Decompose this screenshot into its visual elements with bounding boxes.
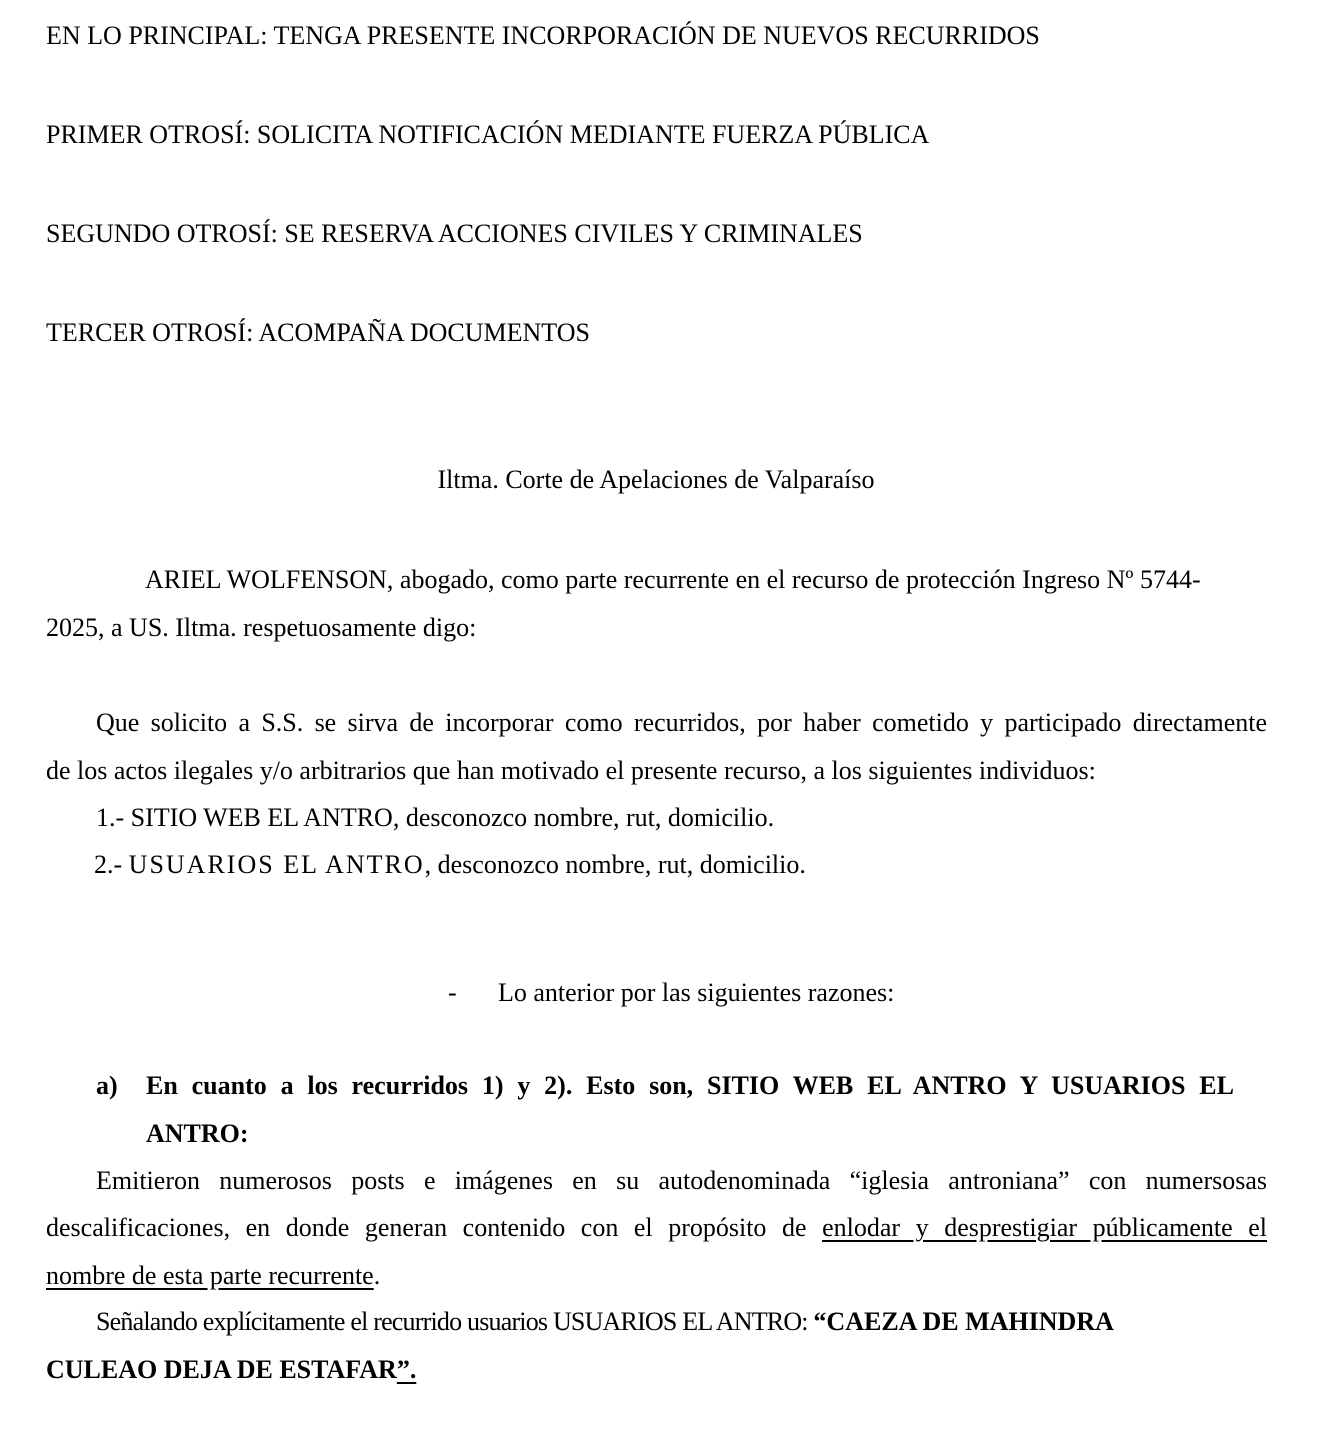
section-a-heading-line-1: En cuanto a los recurridos 1) y 2). Esto son, SITIO WEB EL ANTRO Y USUARIOS EL: [146, 1071, 1234, 1100]
section-a-para2-line-2: [46, 1346, 416, 1393]
respondent-item-2: [94, 841, 806, 888]
section-a-label: a): [96, 1071, 118, 1100]
para1-underlined-text: enlodar y desprestigiar públicamente el: [822, 1213, 1267, 1242]
respondent-details: , desconozco nombre, rut, domicilio.: [424, 850, 806, 879]
intro-line-1: ARIEL WOLFENSON, abogado, como parte recurrente en el recurso de protección Ingreso Nº 5744-: [145, 565, 1201, 594]
section-a-para1-line-3: [46, 1252, 380, 1299]
respondent-name: USUARIOS EL ANTRO: [128, 850, 425, 879]
respondent-name: SITIO WEB EL ANTRO: [130, 803, 393, 832]
intro-line-2: 2025, a US. Iltma. respetuosamente digo:: [46, 613, 477, 642]
para1-underlined-text-cont: nombre de esta parte recurrente: [46, 1261, 374, 1290]
para2-plain-text: Señalando explícitamente el recurrido usuarios USUARIOS EL ANTRO:: [96, 1307, 814, 1336]
reasons-text: Lo anterior por las siguientes razones:: [498, 978, 895, 1007]
section-a-para1-line-2: [46, 1204, 1267, 1251]
court-addressee: Iltma. Corte de Apelaciones de Valparaíso: [437, 465, 875, 494]
sumilla-segundo-otrosi: SEGUNDO OTROSÍ: SE RESERVA ACCIONES CIVILES Y CRIMINALES: [46, 219, 863, 248]
para2-quote-end: ”.: [396, 1355, 417, 1384]
para1-plain-text: descalificaciones, en donde generan contenido con el propósito de: [46, 1213, 823, 1242]
reasons-bullet: -: [448, 978, 457, 1007]
request-line-2: de los actos ilegales y/o arbitrarios que han motivado el presente recurso, a los siguientes individuos:: [46, 756, 1096, 785]
sumilla-principal: EN LO PRINCIPAL: TENGA PRESENTE INCORPORACIÓN DE NUEVOS RECURRIDOS: [46, 21, 1040, 50]
section-a-para2-line-1: [96, 1298, 1114, 1345]
respondent-number: 1.-: [96, 803, 125, 832]
para2-quote-start: “CAEZA DE MAHINDRA: [813, 1307, 1114, 1336]
respondent-item-1: [96, 794, 774, 841]
respondent-details: , desconozco nombre, rut, domicilio.: [392, 803, 775, 832]
section-a-heading-line-2: ANTRO:: [146, 1119, 249, 1148]
sumilla-primer-otrosi: PRIMER OTROSÍ: SOLICITA NOTIFICACIÓN MEDIANTE FUERZA PÚBLICA: [46, 120, 930, 149]
sumilla-tercer-otrosi: TERCER OTROSÍ: ACOMPAÑA DOCUMENTOS: [46, 318, 590, 347]
para2-quote-text: CULEAO DEJA DE ESTAFAR: [46, 1355, 397, 1384]
request-line-1: Que solicito a S.S. se sirva de incorporar como recurridos, por haber cometido y participado directamente: [96, 708, 1267, 737]
section-a-para1-line-1: Emitieron numerosos posts e imágenes en su autodenominada “iglesia antroniana” con numersosas: [96, 1166, 1267, 1195]
respondent-number: 2.-: [94, 850, 123, 879]
para1-period: .: [373, 1261, 381, 1290]
